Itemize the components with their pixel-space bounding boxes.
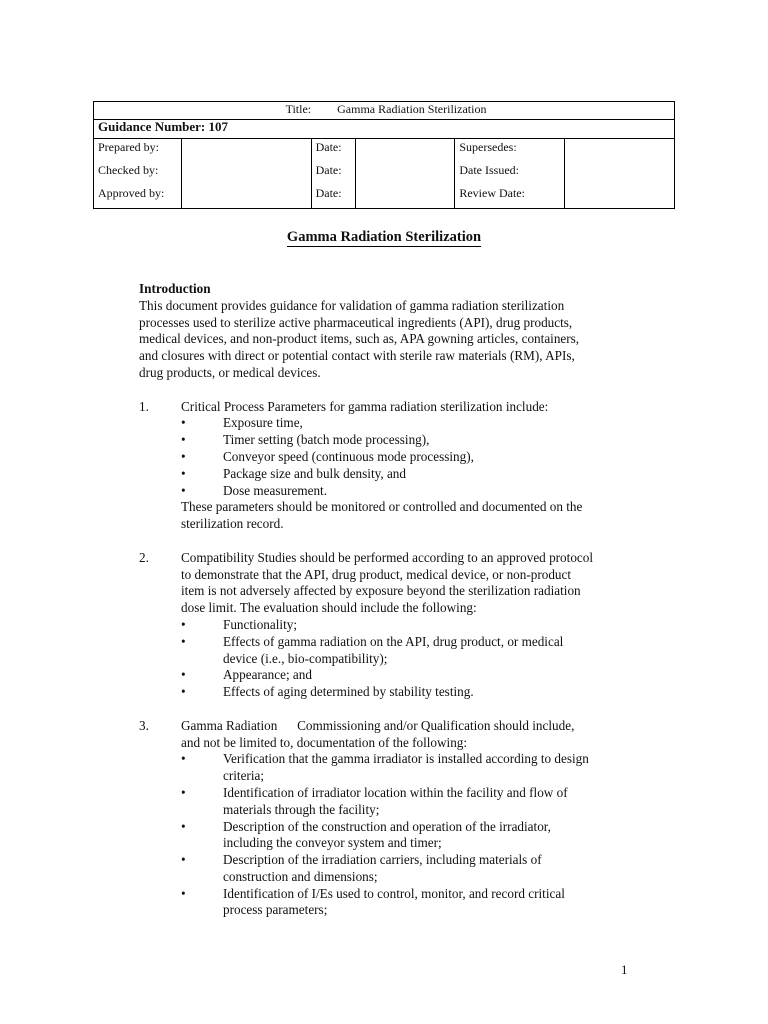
review-date-label: Review Date:	[455, 185, 565, 209]
section-number: 3.	[139, 717, 149, 733]
section-2	[139, 550, 639, 701]
bullet-text-line: criteria;	[223, 768, 264, 784]
section-text-line: to demonstrate that the API, drug product, medical device, or non-product	[181, 566, 572, 582]
bullet-icon: •	[181, 616, 186, 632]
page-number: 1	[621, 962, 628, 977]
prepared-by-label: Prepared by:	[94, 139, 182, 163]
document-body	[139, 281, 639, 919]
bullet-icon: •	[181, 852, 186, 868]
section-3	[139, 718, 639, 920]
bullet-text-line: Package size and bulk density, and	[223, 465, 406, 481]
section-text-line: Critical Process Parameters for gamma radiation sterilization include:	[181, 398, 549, 414]
document-header-table	[93, 101, 675, 209]
date-label: Date:	[311, 162, 355, 185]
section-text-line: dose limit. The evaluation should include the following:	[181, 600, 477, 616]
bullet-text-line: Functionality;	[223, 616, 297, 632]
bullet-item	[181, 432, 639, 449]
section-text-line: Compatibility Studies should be performed according to an approved protocol	[181, 549, 594, 565]
bullet-item	[181, 852, 639, 886]
bullet-icon: •	[181, 448, 186, 464]
bullet-icon: •	[181, 667, 186, 683]
title-value: Gamma Radiation Sterilization	[337, 102, 487, 116]
supersedes-label: Supersedes:	[455, 139, 565, 163]
section-note-line: sterilization record.	[181, 516, 284, 532]
bullet-text-line: Effects of aging determined by stability testing.	[223, 684, 474, 700]
date-label: Date:	[311, 185, 355, 209]
bullet-text-line: process parameters;	[223, 902, 328, 918]
bullet-text-line: including the conveyor system and timer;	[223, 835, 442, 851]
supersedes-value	[565, 139, 675, 209]
bullet-icon: •	[181, 465, 186, 481]
introduction-heading: Introduction	[139, 281, 211, 296]
bullet-icon: •	[181, 818, 186, 834]
section-text-line: Gamma Radiation Commissioning and/or Qualification should include,	[181, 717, 575, 733]
bullet-icon: •	[181, 885, 186, 901]
date-value	[355, 139, 455, 209]
bullet-text-line: Timer setting (batch mode processing),	[223, 432, 430, 448]
bullet-text-line: Appearance; and	[223, 667, 312, 683]
bullet-item	[181, 886, 639, 920]
bullet-text-line: Identification of I/Es used to control, monitor, and record critical	[223, 885, 565, 901]
bullet-text-line: Description of the construction and operation of the irradiator,	[223, 818, 551, 834]
bullet-text-line: Description of the irradiation carriers, including materials of	[223, 852, 542, 868]
bullet-icon: •	[181, 432, 186, 448]
prepared-by-value	[181, 139, 311, 209]
bullet-item	[181, 785, 639, 819]
guidance-number: Guidance Number: 107	[94, 120, 675, 139]
bullet-text-line: materials through the facility;	[223, 801, 380, 817]
introduction-paragraph: This document provides guidance for validation of gamma radiation sterilization processes used to sterilize active pharmaceutical ingredients (API), drug products, medical devices, and non-product items, such as, APA gowning articles, containers, and closures with direct or potential contact with sterile raw materials (RM), APIs, drug products, or medical devices.	[139, 297, 580, 380]
bullet-item	[181, 667, 639, 684]
bullet-text-line: Effects of gamma radiation on the API, drug product, or medical	[223, 633, 564, 649]
document-title: Gamma Radiation Sterilization	[286, 229, 482, 245]
bullet-text-line: Conveyor speed (continuous mode processing),	[223, 448, 474, 464]
title-label: Title:	[285, 102, 312, 116]
bullet-icon: •	[181, 751, 186, 767]
bullet-item	[181, 634, 639, 668]
bullet-item	[181, 819, 639, 853]
bullet-text-line: construction and dimensions;	[223, 868, 378, 884]
bullet-item	[181, 617, 639, 634]
section-number: 1.	[139, 398, 149, 414]
bullet-icon: •	[181, 415, 186, 431]
section-number: 2.	[139, 549, 149, 565]
date-label: Date:	[311, 139, 355, 163]
checked-by-label: Checked by:	[94, 162, 182, 185]
bullet-icon: •	[181, 633, 186, 649]
date-issued-label: Date Issued:	[455, 162, 565, 185]
bullet-icon: •	[181, 784, 186, 800]
bullet-text-line: Dose measurement.	[223, 482, 327, 498]
approved-by-label: Approved by:	[94, 185, 182, 209]
bullet-item	[181, 751, 639, 785]
section-note-line: These parameters should be monitored or controlled and documented on the	[181, 499, 583, 515]
bullet-item	[181, 483, 639, 500]
bullet-text-line: Exposure time,	[223, 415, 303, 431]
bullet-text-line: device (i.e., bio-compatibility);	[223, 650, 388, 666]
bullet-item	[181, 449, 639, 466]
bullet-icon: •	[181, 684, 186, 700]
title-cell	[94, 102, 675, 120]
bullet-item	[181, 466, 639, 483]
bullet-icon: •	[181, 482, 186, 498]
numbered-sections	[139, 382, 639, 920]
bullet-item	[181, 415, 639, 432]
section-text-line: item is not adversely affected by exposure beyond the sterilization radiation	[181, 583, 581, 599]
bullet-text-line: Identification of irradiator location within the facility and flow of	[223, 784, 568, 800]
bullet-text-line: Verification that the gamma irradiator is installed according to design	[223, 751, 589, 767]
section-1	[139, 399, 639, 533]
bullet-item	[181, 684, 639, 701]
section-text-line: and not be limited to, documentation of the following:	[181, 734, 468, 750]
